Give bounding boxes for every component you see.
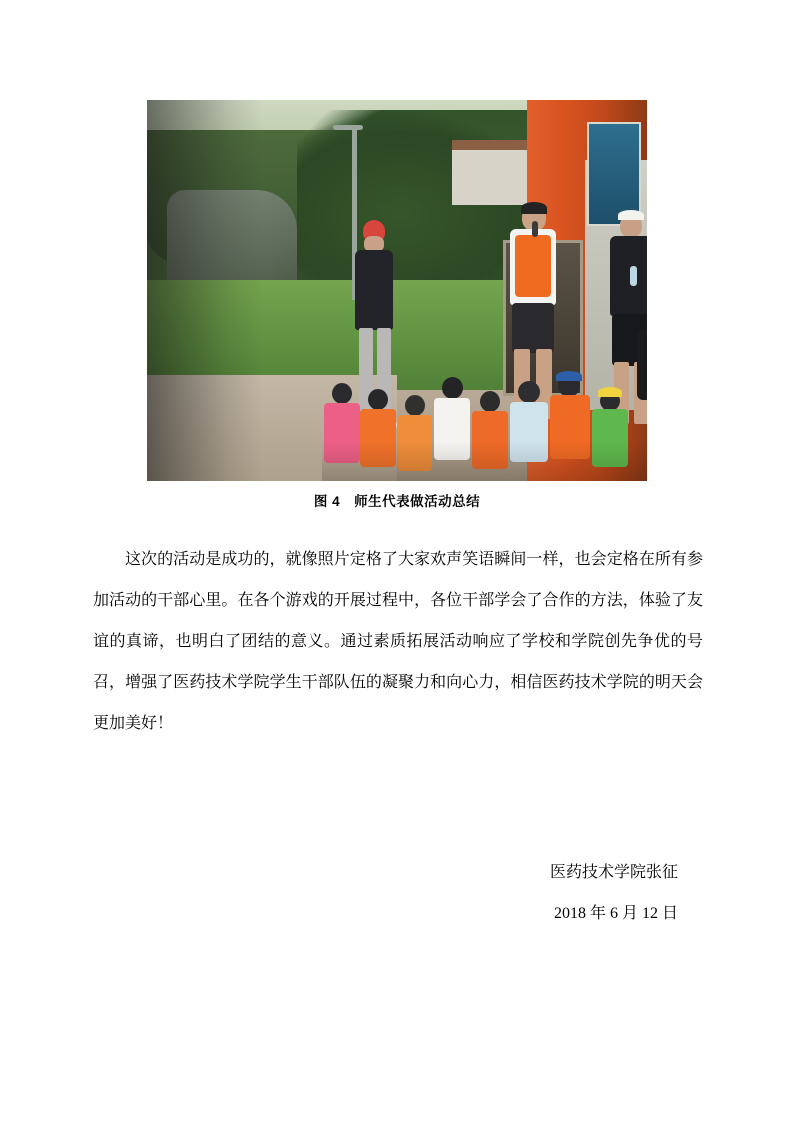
- photo-canopy-shade: [147, 100, 262, 481]
- photo-ground-shadow: [322, 441, 647, 481]
- signature-date: 2018 年 6 月 12 日: [553, 905, 678, 922]
- photo-equipment-bag: [637, 330, 647, 400]
- figure-caption: 图 4 师生代表做活动总结: [313, 494, 481, 509]
- signature-author: 医药技术学院张征: [549, 864, 678, 881]
- activity-photo: [147, 100, 647, 481]
- figure-block: [147, 100, 647, 510]
- body-paragraph: 这次的活动是成功的，就像照片定格了大家欢声笑语瞬间一样，也会定格在所有参加活动的干部心里。在各个游戏的开展过程中，各位干部学会了合作的方法，体验了友谊的真谛，也明白了团结的意义。通过素质拓展活动响应了学校和学院创先争优的号召，增强了医药技术学院学生干部队伍的凝聚力和向心力，相信医药技术学院的明天会更加美好！: [93, 551, 703, 732]
- signature-block: [93, 852, 678, 934]
- photo-house: [452, 140, 532, 205]
- photo-lamp-arm: [333, 125, 363, 130]
- photo-seated-crowd: [322, 355, 647, 481]
